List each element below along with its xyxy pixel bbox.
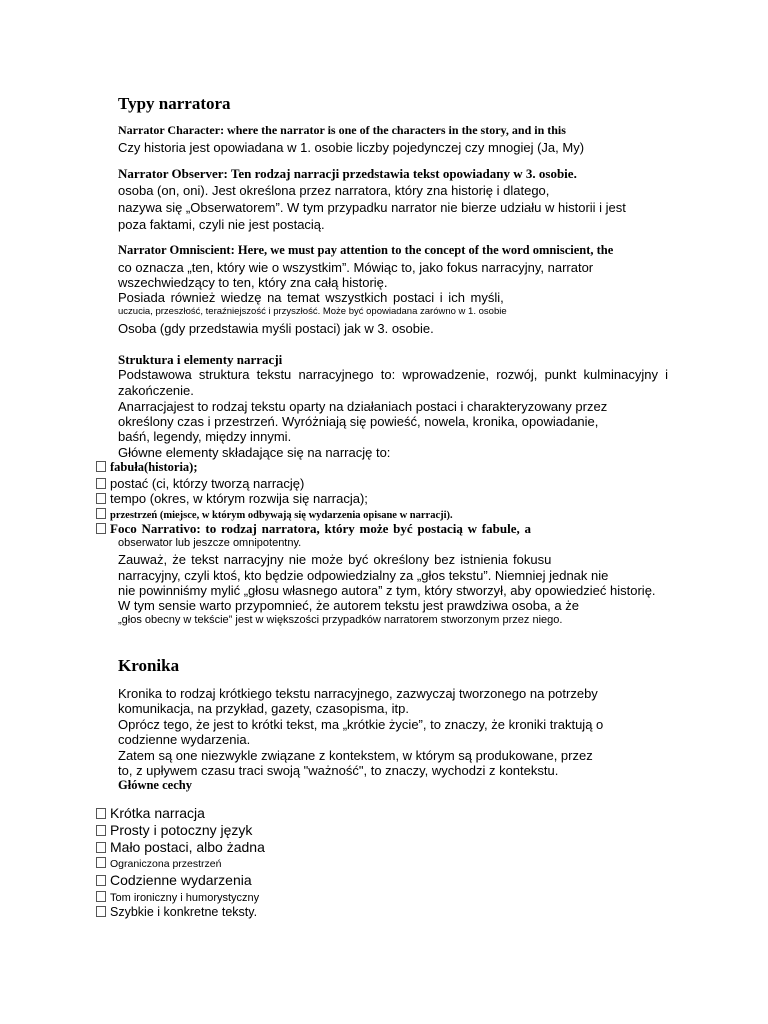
- paragraph-line: Podstawowa struktura tekstu narracyjnego to: wprowadzenie, rozwój, punkt kulminacyjny i: [118, 367, 668, 382]
- list-item: Foco Narrativo: to rodzaj narratora, który może być postacią w fabule, a: [96, 522, 531, 535]
- paragraph-line: baśń, legendy, między innymi.: [118, 429, 292, 444]
- bullet-box-icon: [96, 478, 106, 489]
- list-item: Codzienne wydarzenia: [96, 873, 252, 887]
- paragraph-line: nie powinniśmy mylić „głosu własnego autora” z tym, który stworzył, aby opowiedzieć historię.: [118, 583, 656, 598]
- paragraph-line: Główne elementy składające się na narrację to:: [118, 445, 391, 460]
- narrator-observer-heading: Narrator Observer: Ten rodzaj narracji przedstawia tekst opowiadany w 3. osobie.: [118, 166, 577, 181]
- list-item: Szybkie i konkretne teksty.: [96, 906, 257, 919]
- paragraph-line: Zauważ, że tekst narracyjny nie może być określony bez istnienia fokusu: [118, 552, 552, 567]
- bullet-box-icon: [96, 857, 106, 868]
- narrator-omniscient-heading: Narrator Omniscient: Here, we must pay attention to the concept of the word omniscient, the: [118, 243, 614, 257]
- paragraph-line: obserwator lub jeszcze omnipotentny.: [118, 537, 302, 549]
- paragraph-line: Czy historia jest opowiadana w 1. osobie liczby pojedynczej czy mnogiej (Ja, My): [118, 140, 585, 155]
- list-item: Prosty i potoczny język: [96, 823, 252, 837]
- paragraph-line: Anarracjajest to rodzaj tekstu oparty na działaniach postaci i charakteryzowany przez: [118, 399, 608, 414]
- paragraph-line: Kronika to rodzaj krótkiego tekstu narracyjnego, zazwyczaj tworzonego na potrzeby: [118, 686, 598, 701]
- list-item: Ograniczona przestrzeń: [96, 857, 221, 870]
- bullet-box-icon: [96, 906, 106, 917]
- paragraph-line: zakończenie.: [118, 383, 194, 398]
- narrator-character-heading: Narrator Character: where the narrator is one of the characters in the story, and in this: [118, 123, 566, 137]
- bullet-box-icon: [96, 493, 106, 504]
- paragraph-line: Oprócz tego, że jest to krótki tekst, ma „krótkie życie”, to znaczy, że kroniki traktują o: [118, 717, 604, 732]
- paragraph-line: narracyjny, czyli ktoś, kto będzie odpowiedzialny za „głos tekstu”. Niemniej jednak nie: [118, 568, 609, 583]
- bullet-box-icon: [96, 508, 106, 519]
- bullet-box-icon: [96, 891, 106, 902]
- paragraph-line: Zatem są one niezwykle związane z kontekstem, w którym są produkowane, przez: [118, 748, 593, 763]
- paragraph-line: wszechwiedzący to ten, który zna całą historię.: [118, 275, 388, 290]
- section-title-typy-narratora: Typy narratora: [118, 94, 231, 113]
- paragraph-line: osoba (on, oni). Jest określona przez narratora, który zna historię i dlatego,: [118, 183, 550, 198]
- paragraph-line: komunikacja, na przykład, gazety, czasopisma, itp.: [118, 701, 409, 716]
- paragraph-line: co oznacza „ten, który wie o wszystkim”. Mówiąc to, jako fokus narracyjny, narrator: [118, 260, 594, 275]
- paragraph-line: to, z upływem czasu traci swoją "ważność", to znaczy, wychodzi z kontekstu.: [118, 763, 559, 778]
- list-item: fabuła(historia);: [96, 461, 198, 474]
- bullet-box-icon: [96, 523, 106, 534]
- list-item: postać (ci, którzy tworzą narrację): [96, 477, 304, 490]
- paragraph-line-small: uczucia, przeszłość, teraźniejszość i przyszłość. Może być opowiadana zarówno w 1. osobie: [118, 306, 507, 317]
- paragraph-line: „głos obecny w tekście” jest w większości przypadków narratorem stworzonym przez niego.: [118, 614, 563, 626]
- paragraph-line: W tym sensie warto przypomnieć, że autorem tekstu jest prawdziwa osoba, a że: [118, 598, 579, 613]
- bullet-box-icon: [96, 461, 106, 472]
- paragraph-line: Posiada również wiedzę na temat wszystkich postaci i ich myśli,: [118, 290, 504, 305]
- bullet-box-icon: [96, 875, 106, 886]
- paragraph-line: nazywa się „Obserwatorem”. W tym przypadku narrator nie bierze udziału w historii i jest: [118, 200, 626, 215]
- paragraph-line: poza faktami, czyli nie jest postacią.: [118, 217, 325, 232]
- list-item: Tom ironiczny i humorystyczny: [96, 891, 259, 904]
- list-item: Krótka narracja: [96, 806, 205, 820]
- features-heading: Główne cechy: [118, 778, 192, 792]
- paragraph-line: określony czas i przestrzeń. Wyróżniają się powieść, nowela, kronika, opowiadanie,: [118, 414, 599, 429]
- paragraph-line: Osoba (gdy przedstawia myśli postaci) jak w 3. osobie.: [118, 321, 434, 336]
- bullet-box-icon: [96, 842, 106, 853]
- list-item: przestrzeń (miejsce, w którym odbywają się wydarzenia opisane w narracji).: [96, 508, 453, 522]
- bullet-box-icon: [96, 825, 106, 836]
- section-heading-struktura: Struktura i elementy narracji: [118, 352, 283, 367]
- list-item: Mało postaci, albo żadna: [96, 840, 265, 854]
- section-title-kronika: Kronika: [118, 656, 180, 675]
- bullet-box-icon: [96, 808, 106, 819]
- paragraph-line: codzienne wydarzenia.: [118, 732, 251, 747]
- list-item: tempo (okres, w którym rozwija się narracja);: [96, 492, 368, 505]
